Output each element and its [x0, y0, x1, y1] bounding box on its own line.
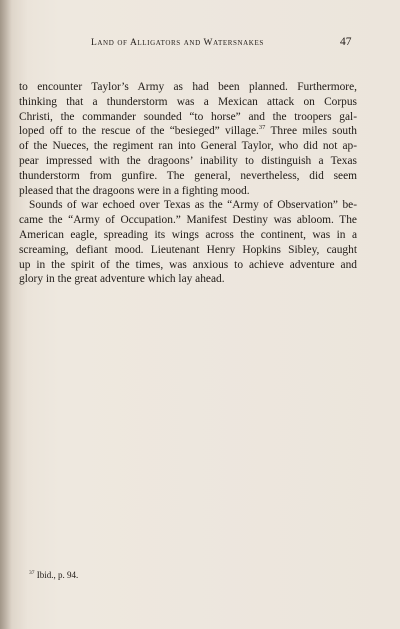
body-text	[19, 80, 357, 287]
page-number: 47	[340, 36, 352, 48]
text-line: screaming, defiant mood. Lieutenant Henry Hopkins Sibley, caught	[19, 243, 357, 256]
text-line-end: Three miles south	[265, 125, 357, 138]
text-line: Christi, the commander sounded “to horse” and the troopers gal-	[19, 110, 357, 123]
text-line: Sounds of war echoed over Texas as the “Army of Observation” be-	[29, 199, 357, 212]
text-line-start: loped off to the rescue of the “besieged” village.	[19, 125, 259, 138]
text-line: to encounter Taylor’s Army as had been planned. Furthermore,	[19, 81, 357, 93]
footnote-text: Ibid., p. 94.	[34, 570, 79, 580]
text-line: up in the spirit of the times, was anxious to achieve adventure and	[19, 258, 357, 271]
text-line: American eagle, spreading its wings across the continent, was in a	[19, 228, 357, 241]
running-head: Land of Alligators and Watersnakes	[91, 38, 264, 48]
text-line: pleased that the dragoons were in a fighting mood.	[19, 184, 250, 197]
text-line: thunderstorm from gunfire. The general, nevertheless, did seem	[19, 169, 357, 182]
gutter-shadow	[0, 0, 12, 629]
text-line	[19, 124, 357, 139]
footnote	[29, 570, 78, 580]
footnote-number: 37	[29, 570, 35, 576]
text-line: pear impressed with the dragoons’ inability to distinguish a Texas	[19, 154, 357, 167]
text-line: thinking that a thunderstorm was a Mexican attack on Corpus	[19, 95, 357, 108]
note-reference: 37	[258, 124, 266, 132]
text-line: came the “Army of Occupation.” Manifest Destiny was abloom. The	[19, 214, 357, 227]
text-line: of the Nueces, the regiment ran into General Taylor, who did not ap-	[19, 140, 357, 153]
text-line: glory in the great adventure which lay ahead.	[19, 273, 225, 286]
